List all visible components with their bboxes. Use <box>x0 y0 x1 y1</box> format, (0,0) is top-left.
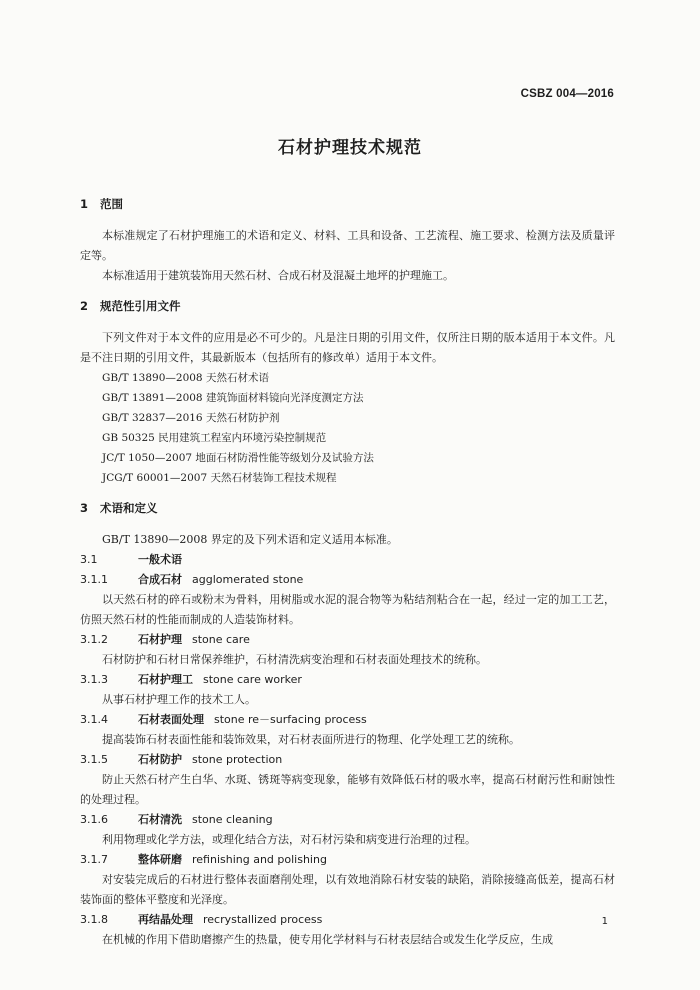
term-english: stone cleaning <box>192 813 273 826</box>
section-heading-1 <box>80 196 615 212</box>
document-code: CSBZ 004—2016 <box>520 88 614 100</box>
term-heading <box>80 910 615 930</box>
subsection-heading <box>80 550 615 570</box>
section-title: 规范性引用文件 <box>100 299 181 313</box>
term-definition: 对安装完成后的石材进行整体表面磨削处理，以有效地消除石材安装的缺陷，消除接缝高低差，提高石材装饰面的整体平整度和光泽度。 <box>80 873 615 906</box>
document-title: 石材护理技术规范 <box>278 138 422 158</box>
term-chinese: 整体研磨 <box>138 853 182 866</box>
section-title: 术语和定义 <box>100 501 158 515</box>
term-definition: 在机械的作用下借助磨擦产生的热量，使专用化学材料与石材表层结合或发生化学反应，生成 <box>102 933 553 946</box>
term-definition: 从事石材护理工作的技术工人。 <box>102 693 256 706</box>
term-chinese: 再结晶处理 <box>138 913 193 926</box>
reference-item: GB/T 13890—2008 天然石材术语 <box>102 372 269 384</box>
term-definition: 利用物理或化学方法，或理化结合方法，对石材污染和病变进行治理的过程。 <box>102 833 476 846</box>
term-heading <box>80 810 615 830</box>
term-english: stone re－surfacing process <box>214 713 367 726</box>
term-english: refinishing and polishing <box>192 853 327 866</box>
term-chinese: 石材清洗 <box>138 813 182 826</box>
term-definition: 防止天然石材产生白华、水斑、锈斑等病变现象，能够有效降低石材的吸水率，提高石材耐污性和耐蚀性的处理过程。 <box>80 773 615 806</box>
term-number: 3.1.5 <box>80 753 108 766</box>
term-number: 3.1.1 <box>80 573 108 586</box>
term-heading <box>80 570 615 590</box>
term-heading <box>80 850 615 870</box>
subsection-number: 3.1 <box>80 553 98 566</box>
term-number: 3.1.8 <box>80 913 108 926</box>
subsection-title: 一般术语 <box>138 553 182 566</box>
reference-item: GB/T 13891—2008 建筑饰面材料镜向光泽度测定方法 <box>102 392 364 404</box>
reference-item: JCG/T 60001—2007 天然石材装饰工程技术规程 <box>102 472 337 484</box>
paragraph: 本标准规定了石材护理施工的术语和定义、材料、工具和设备、工艺流程、施工要求、检测方法及质量评定等。 <box>80 229 615 262</box>
term-definition: 提高装饰石材表面性能和装饰效果，对石材表面所进行的物理、化学处理工艺的统称。 <box>102 733 520 746</box>
term-english: agglomerated stone <box>192 573 304 586</box>
term-definition: 石材防护和石材日常保养维护，石材清洗病变治理和石材表面处理技术的统称。 <box>102 653 487 666</box>
term-english: stone care worker <box>203 673 302 686</box>
term-heading <box>80 670 615 690</box>
term-chinese: 石材护理 <box>138 633 182 646</box>
term-number: 3.1.4 <box>80 713 108 726</box>
reference-item: GB 50325 民用建筑工程室内环境污染控制规范 <box>102 432 327 444</box>
page-number: 1 <box>601 916 608 927</box>
term-number: 3.1.7 <box>80 853 108 866</box>
term-number: 3.1.6 <box>80 813 108 826</box>
paragraph: GB/T 13890—2008 界定的及下列术语和定义适用本标准。 <box>102 533 398 546</box>
term-chinese: 石材防护 <box>138 753 182 766</box>
reference-item: GB/T 32837—2016 天然石材防护剂 <box>102 412 280 424</box>
document-body <box>80 196 615 950</box>
term-english: stone protection <box>192 753 283 766</box>
term-chinese: 合成石材 <box>138 573 182 586</box>
section-number: 3 <box>80 501 89 515</box>
term-definition: 以天然石材的碎石或粉末为骨料，用树脂或水泥的混合物等为粘结剂粘合在一起，经过一定的加工工艺，仿照天然石材的性能而制成的人造装饰材料。 <box>80 593 615 626</box>
term-chinese: 石材护理工 <box>138 673 193 686</box>
term-heading <box>80 630 615 650</box>
term-chinese: 石材表面处理 <box>138 713 204 726</box>
paragraph: 下列文件对于本文件的应用是必不可少的。凡是注日期的引用文件，仅所注日期的版本适用于本文件。凡是不注日期的引用文件，其最新版本（包括所有的修改单）适用于本文件。 <box>80 331 615 364</box>
paragraph: 本标准适用于建筑装饰用天然石材、合成石材及混凝土地坪的护理施工。 <box>102 269 454 282</box>
reference-item: JC/T 1050—2007 地面石材防滑性能等级划分及试验方法 <box>102 452 374 464</box>
section-number: 2 <box>80 299 89 313</box>
section-heading-3 <box>80 500 615 516</box>
term-heading <box>80 710 615 730</box>
term-number: 3.1.3 <box>80 673 108 686</box>
term-heading <box>80 750 615 770</box>
section-title: 范围 <box>100 197 123 211</box>
term-english: stone care <box>192 633 250 646</box>
section-heading-2 <box>80 298 615 314</box>
term-number: 3.1.2 <box>80 633 108 646</box>
section-number: 1 <box>80 197 89 211</box>
term-english: recrystallized process <box>203 913 323 926</box>
